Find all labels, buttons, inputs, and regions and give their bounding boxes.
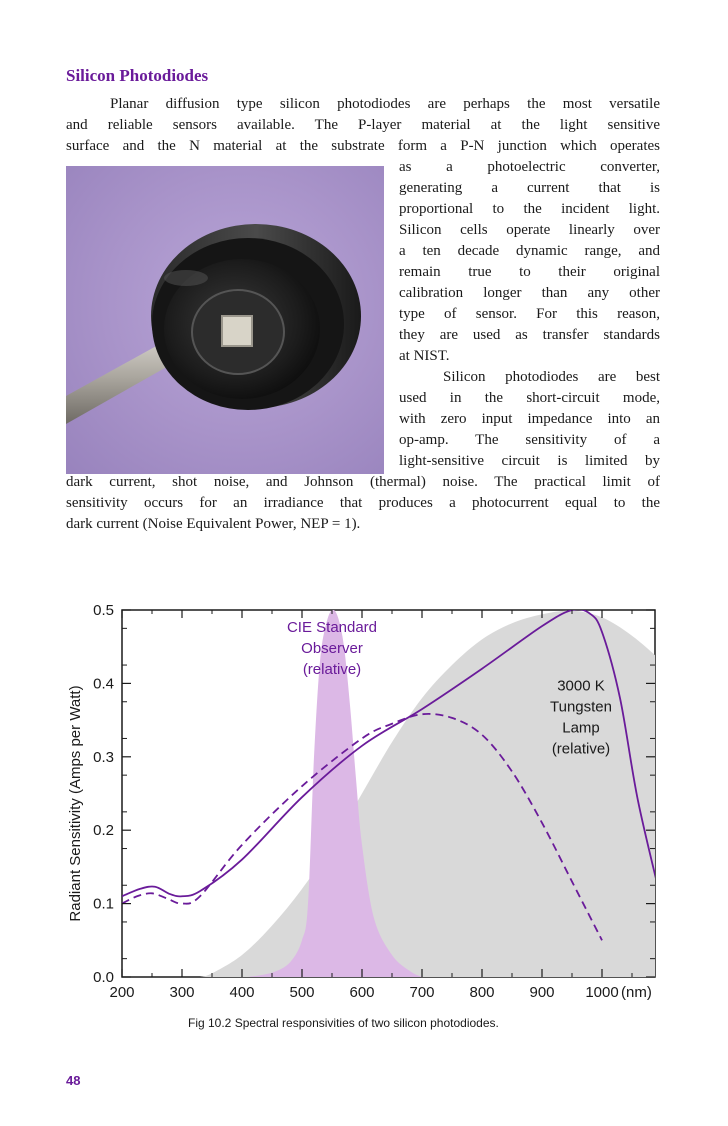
section-title: Silicon Photodiodes — [66, 66, 209, 85]
x-tick-label: 1000 — [585, 984, 619, 1001]
x-tick-label: 200 — [109, 984, 135, 1001]
text-line: op-amp. The sensitivity of a — [399, 432, 660, 448]
annotation-line: CIE Standard — [286, 619, 378, 637]
text-line: dark current, shot noise, and Johnson (thermal) noise. The practical limit of — [66, 474, 660, 490]
text-line: with zero input impedance into an — [399, 411, 660, 427]
annotation-line: Observer — [301, 640, 363, 658]
y-axis-label: Radiant Sensitivity (Amps per Watt) — [67, 685, 84, 922]
x-tick-label: 400 — [229, 984, 255, 1001]
y-tick-label: 0.0 — [93, 969, 114, 986]
x-tick-label: 900 — [529, 984, 555, 1001]
text-line: light-sensitive circuit is limited by — [399, 453, 660, 469]
photodiode-illustration — [66, 166, 384, 474]
text-line: as a photoelectric converter, — [399, 159, 660, 175]
text-line: type of sensor. For this reason, — [399, 306, 660, 322]
annotation-line: Lamp — [562, 719, 600, 737]
text-line: generating a current that is — [399, 180, 660, 196]
x-tick-label: 600 — [349, 984, 375, 1001]
text-line: Silicon photodiodes are best — [443, 369, 660, 385]
y-tick-label: 0.4 — [93, 675, 114, 693]
text-line: Silicon cells operate linearly over — [399, 222, 660, 238]
text-line: sensitivity occurs for an irradiance that produces a photocurrent equal to the — [66, 495, 660, 511]
annotation-line: Tungsten — [550, 698, 612, 716]
text-line: surface and the N material at the substrate form a P-N junction which operates — [66, 138, 660, 154]
x-tick-label: 700 — [409, 984, 435, 1001]
y-tick-label: 0.1 — [93, 895, 114, 913]
text-line: a ten decade dynamic range, and — [399, 243, 660, 259]
spectral-chart — [0, 590, 728, 1040]
text-line: and reliable sensors available. The P-layer material at the light sensitive — [66, 117, 660, 133]
x-axis-label: (nm) — [621, 984, 652, 1001]
photodiode-photo — [66, 166, 384, 474]
x-tick-label: 500 — [289, 984, 315, 1001]
y-tick-label: 0.3 — [93, 748, 114, 766]
sensor-chip — [222, 316, 252, 346]
annotation-line: 3000 K — [557, 677, 605, 695]
annotation-line: (relative) — [551, 740, 611, 758]
text-line: used in the short-circuit mode, — [399, 390, 660, 406]
x-tick-label: 800 — [469, 984, 495, 1001]
annotation-line: (relative) — [302, 661, 362, 679]
text-line: remain true to their original — [399, 264, 660, 280]
chart-canvas — [0, 590, 728, 1020]
text-line: at NIST. — [399, 348, 450, 364]
highlight — [164, 270, 208, 286]
text-line: Planar diffusion type silicon photodiodes are perhaps the most versatile — [110, 96, 660, 112]
page-number: 48 — [66, 1073, 81, 1088]
y-tick-label: 0.5 — [93, 602, 114, 619]
text-line: dark current (Noise Equivalent Power, NEP = 1). — [66, 516, 361, 532]
y-tick-label: 0.2 — [93, 822, 114, 840]
x-tick-label: 300 — [169, 984, 195, 1001]
figure-caption: Fig 10.2 Spectral responsivities of two silicon photodiodes. — [188, 1016, 499, 1030]
text-line: calibration longer than any other — [399, 285, 660, 301]
text-line: proportional to the incident light. — [399, 201, 660, 217]
tungsten-lamp-area — [200, 611, 662, 977]
area-layer — [200, 610, 662, 977]
text-line: they are used as transfer standards — [399, 327, 660, 343]
